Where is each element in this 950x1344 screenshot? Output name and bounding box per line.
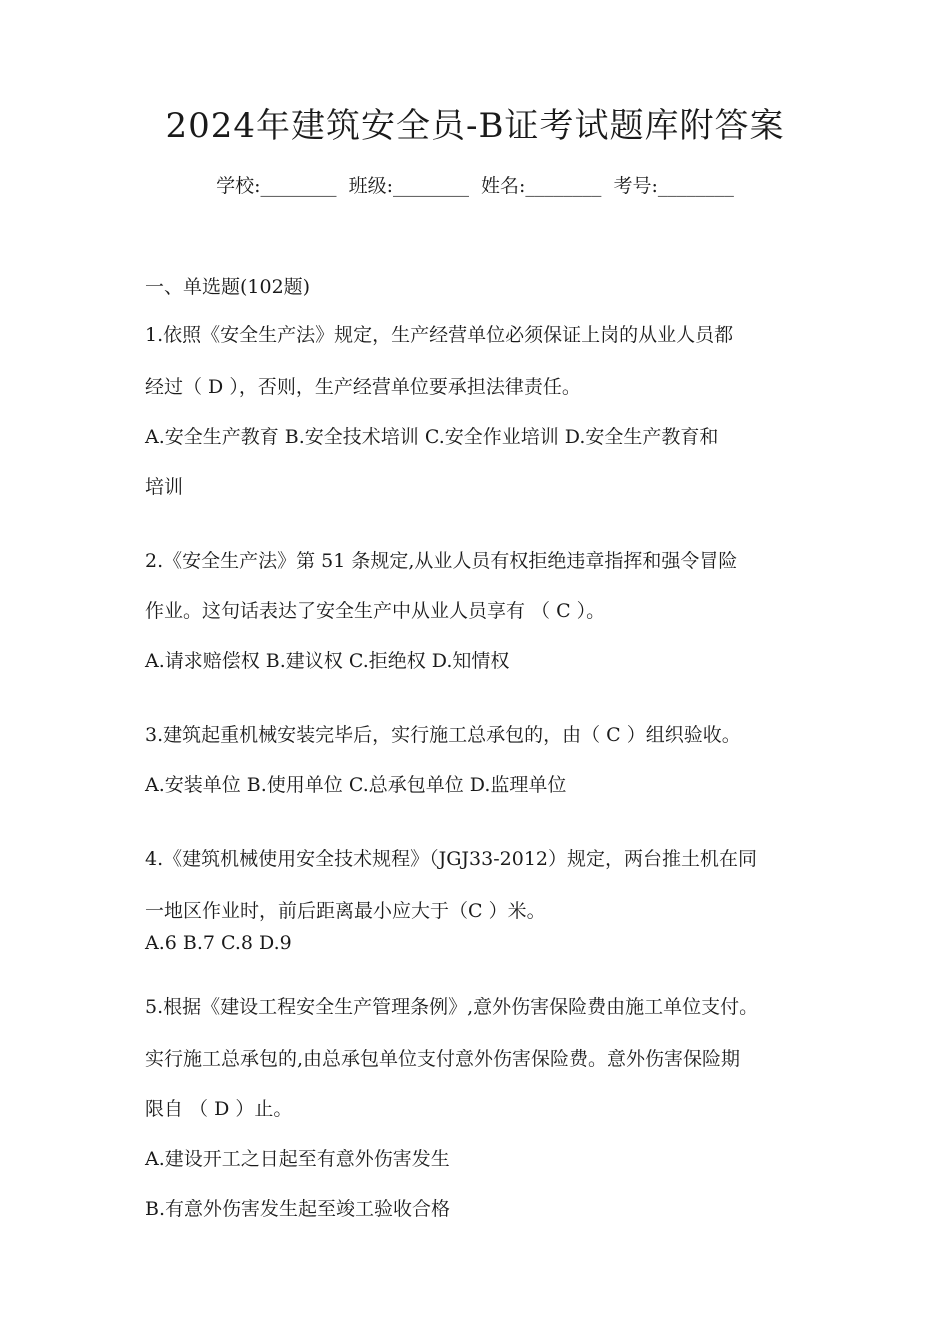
student-info-row: [0, 172, 950, 200]
question-1-line-1: 1.依照《安全生产法》规定，生产经营单位必须保证上岗的从业人员都: [145, 324, 734, 346]
question-2-line-1: 2.《安全生产法》第 51 条规定,从业人员有权拒绝违章指挥和强令冒险: [145, 550, 738, 572]
question-4-line-1: 4.《建筑机械使用安全技术规程》（JGJ33-2012）规定，两台推土机在同: [145, 848, 757, 870]
question-1-line-2: 经过（ D ），否则，生产经营单位要承担法律责任。: [145, 376, 581, 398]
question-1-options-line-1: A.安全生产教育 B.安全技术培训 C.安全作业培训 D.安全生产教育和: [145, 426, 719, 448]
document-title: 2024年建筑安全员-B证考试题库附答案: [165, 106, 785, 146]
question-2-line-2: 作业。这句话表达了安全生产中从业人员享有 （ C ）。: [145, 600, 606, 622]
question-5-option-a: A.建设开工之日起至有意外伤害发生: [145, 1148, 450, 1170]
exam-number-field: 考号:________: [613, 175, 734, 197]
school-field: 学校:________: [216, 175, 337, 197]
name-field: 姓名:________: [481, 175, 602, 197]
question-4-line-2: 一地区作业时，前后距离最小应大于（C ）米。: [145, 900, 546, 922]
section-heading: 一、单选题(102题): [145, 276, 311, 298]
question-5-line-1: 5.根据《建设工程安全生产管理条例》,意外伤害保险费由施工单位支付。: [145, 996, 759, 1018]
question-5-line-2: 实行施工总承包的,由总承包单位支付意外伤害保险费。意外伤害保险期: [145, 1048, 741, 1070]
question-4-options: A.6 B.7 C.8 D.9: [145, 932, 292, 954]
class-field: 班级:________: [348, 175, 469, 197]
question-1-options-line-2: 培训: [145, 476, 184, 498]
question-5-line-3: 限自 （ D ）止。: [145, 1098, 293, 1120]
question-2-options: A.请求赔偿权 B.建议权 C.拒绝权 D.知情权: [145, 650, 510, 672]
question-3-line-1: 3.建筑起重机械安装完毕后，实行施工总承包的，由（ C ）组织验收。: [145, 724, 741, 746]
question-5-option-b: B.有意外伤害发生起至竣工验收合格: [145, 1198, 451, 1220]
question-3-options: A.安装单位 B.使用单位 C.总承包单位 D.监理单位: [145, 774, 567, 796]
